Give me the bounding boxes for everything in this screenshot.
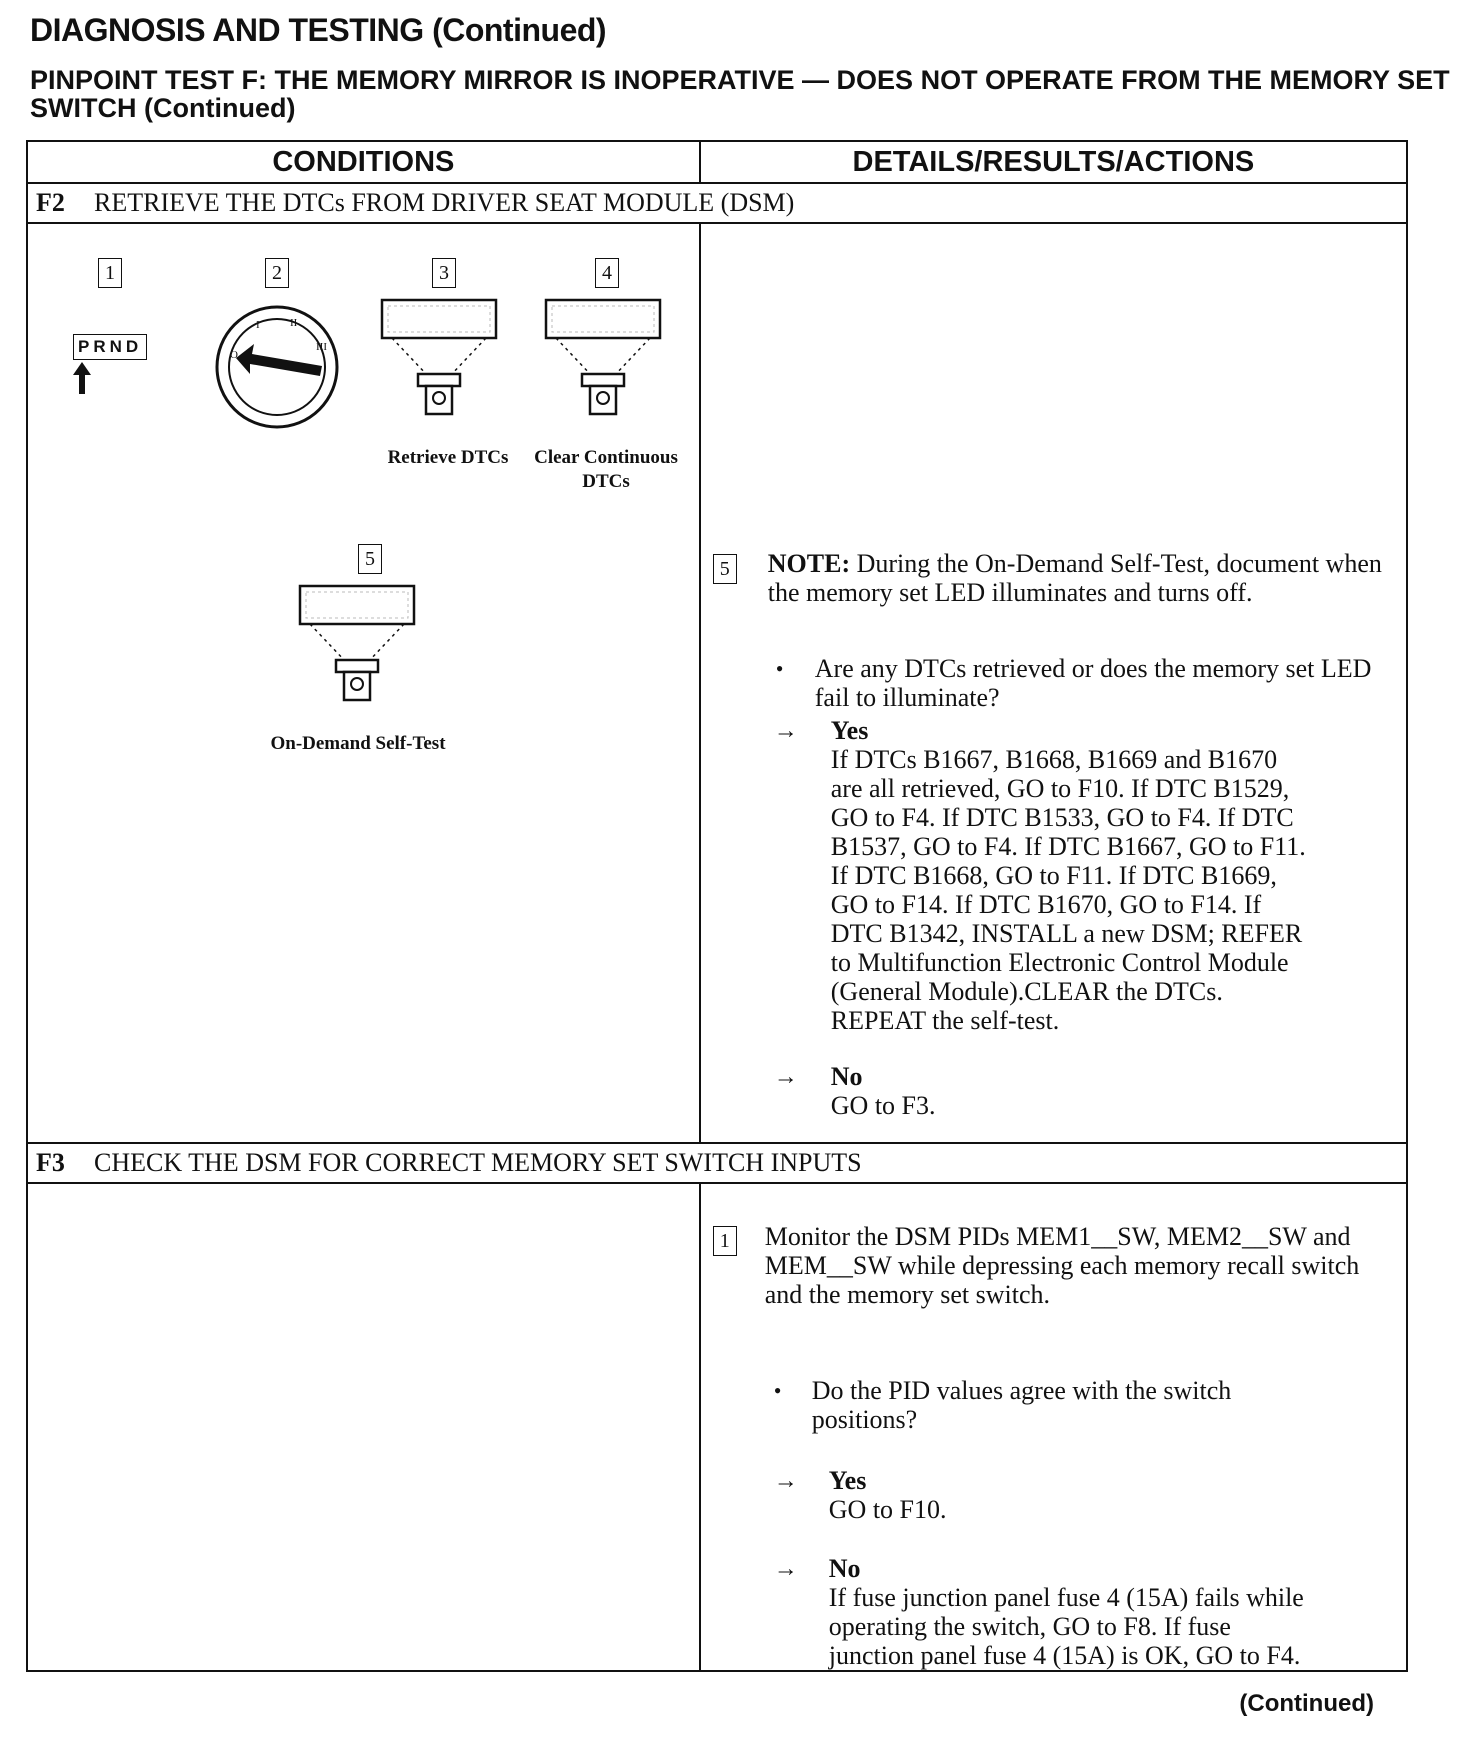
f2-yes-line: GO to F4. If DTC B1533, GO to F4. If DTC [830, 803, 1294, 832]
f3-no-label: No [828, 1554, 861, 1583]
f2-no-text: GO to F3. [830, 1091, 936, 1120]
f2-note [768, 549, 1388, 607]
note-label: NOTE: [767, 549, 851, 578]
svg-text:I: I [256, 319, 260, 331]
step-f3-header [27, 1143, 1407, 1183]
f2-question: Are any DTCs retrieved or does the memory set LED fail to illuminate? [814, 654, 1372, 712]
arrow-right-icon: → [773, 1468, 798, 1494]
f2-yes-text [831, 745, 1401, 1035]
note-step-number: 5 [713, 554, 737, 584]
prnd-gear-selector [73, 334, 147, 360]
f3-step-text: Monitor the DSM PIDs MEM1__SW, MEM2__SW and MEM__SW while depressing each memory recall switch and the memory set switch. [764, 1222, 1360, 1309]
f2-details-cell [700, 223, 1407, 1143]
f3-yes-label: Yes [828, 1466, 867, 1495]
scan-tool-icon [298, 584, 418, 704]
f3-no-line: operating the switch, GO to F8. If fuse [828, 1612, 1231, 1641]
step-f2-header [27, 183, 1407, 223]
f2-yes-line: to Multifunction Electronic Control Module [830, 948, 1289, 977]
caption-clear-line2: DTCs [582, 471, 630, 492]
f2-no-label: No [830, 1062, 863, 1091]
f2-yes-label: Yes [830, 716, 869, 745]
caption-clear-line1: Clear Continuous [534, 447, 678, 468]
bullet-icon: • [773, 1378, 782, 1403]
test-title: PINPOINT TEST F: THE MEMORY MIRROR IS INOPERATIVE — DOES NOT OPERATE FROM THE MEMORY SET SWITCH (Continued) [30, 65, 1450, 123]
f2-yes-line: DTC B1342, INSTALL a new DSM; REFER [830, 919, 1303, 948]
step-f2-id: F2 [36, 188, 65, 217]
scan-tool-icon [544, 298, 664, 418]
f3-step-number: 1 [713, 1226, 737, 1256]
f2-yes-line: If DTC B1668, GO to F11. If DTC B1669, [830, 861, 1277, 890]
ignition-key-icon [214, 304, 340, 430]
caption-retrieve-dtcs: Retrieve DTCs [387, 447, 509, 468]
f3-question: Do the PID values agree with the switch positions? [811, 1376, 1232, 1434]
arrow-right-icon: → [773, 718, 798, 744]
step-number-2: 2 [265, 258, 289, 288]
f3-yes-text: GO to F10. [828, 1495, 947, 1524]
f3-no-line: junction panel fuse 4 (15A) is OK, GO to F4. [828, 1641, 1301, 1670]
pinpoint-test-table [26, 140, 1408, 1672]
f2-yes-line: If DTCs B1667, B1668, B1669 and B1670 [830, 745, 1278, 774]
svg-text:O: O [230, 349, 238, 361]
f2-yes-line: (General Module).CLEAR the DTCs. [830, 977, 1223, 1006]
details-header: DETAILS/RESULTS/ACTIONS [700, 141, 1407, 183]
page-title: DIAGNOSIS AND TESTING (Continued) [30, 12, 607, 48]
step-number-4: 4 [595, 258, 619, 288]
step-number-3: 3 [432, 258, 456, 288]
step-number-5: 5 [358, 544, 382, 574]
arrow-right-icon: → [773, 1556, 798, 1582]
up-arrow-icon [72, 362, 92, 396]
note-text: During the On-Demand Self-Test, document when the memory set LED illuminates and turns off. [767, 549, 1382, 607]
f3-details-cell [700, 1183, 1407, 1671]
step-f2-title: RETRIEVE THE DTCs FROM DRIVER SEAT MODULE (DSM) [94, 188, 795, 217]
bullet-icon: • [775, 656, 784, 681]
f2-yes-line: are all retrieved, GO to F10. If DTC B1529, [830, 774, 1290, 803]
svg-text:III: III [316, 341, 327, 353]
f3-no-text [829, 1583, 1404, 1670]
step-f3-id: F3 [36, 1148, 65, 1177]
prnd-label: PRND [78, 337, 143, 356]
step-number-1: 1 [98, 258, 122, 288]
caption-clear-continuous-dtcs [526, 446, 686, 494]
caption-on-demand-self-test: On-Demand Self-Test [270, 733, 446, 754]
f2-conditions-cell [27, 223, 700, 1143]
scan-tool-icon [380, 298, 500, 418]
f2-yes-line: GO to F14. If DTC B1670, GO to F14. If [830, 890, 1262, 919]
conditions-header: CONDITIONS [27, 141, 700, 183]
f3-no-line: If fuse junction panel fuse 4 (15A) fails while [828, 1583, 1304, 1612]
svg-text:II: II [290, 317, 298, 329]
continued-label: (Continued) [1239, 1690, 1374, 1717]
f2-yes-line: REPEAT the self-test. [830, 1006, 1060, 1035]
arrow-right-icon: → [773, 1064, 798, 1090]
step-f3-title: CHECK THE DSM FOR CORRECT MEMORY SET SWITCH INPUTS [94, 1148, 862, 1177]
f3-conditions-cell [27, 1183, 700, 1671]
f2-yes-line: B1537, GO to F4. If DTC B1667, GO to F11. [830, 832, 1306, 861]
